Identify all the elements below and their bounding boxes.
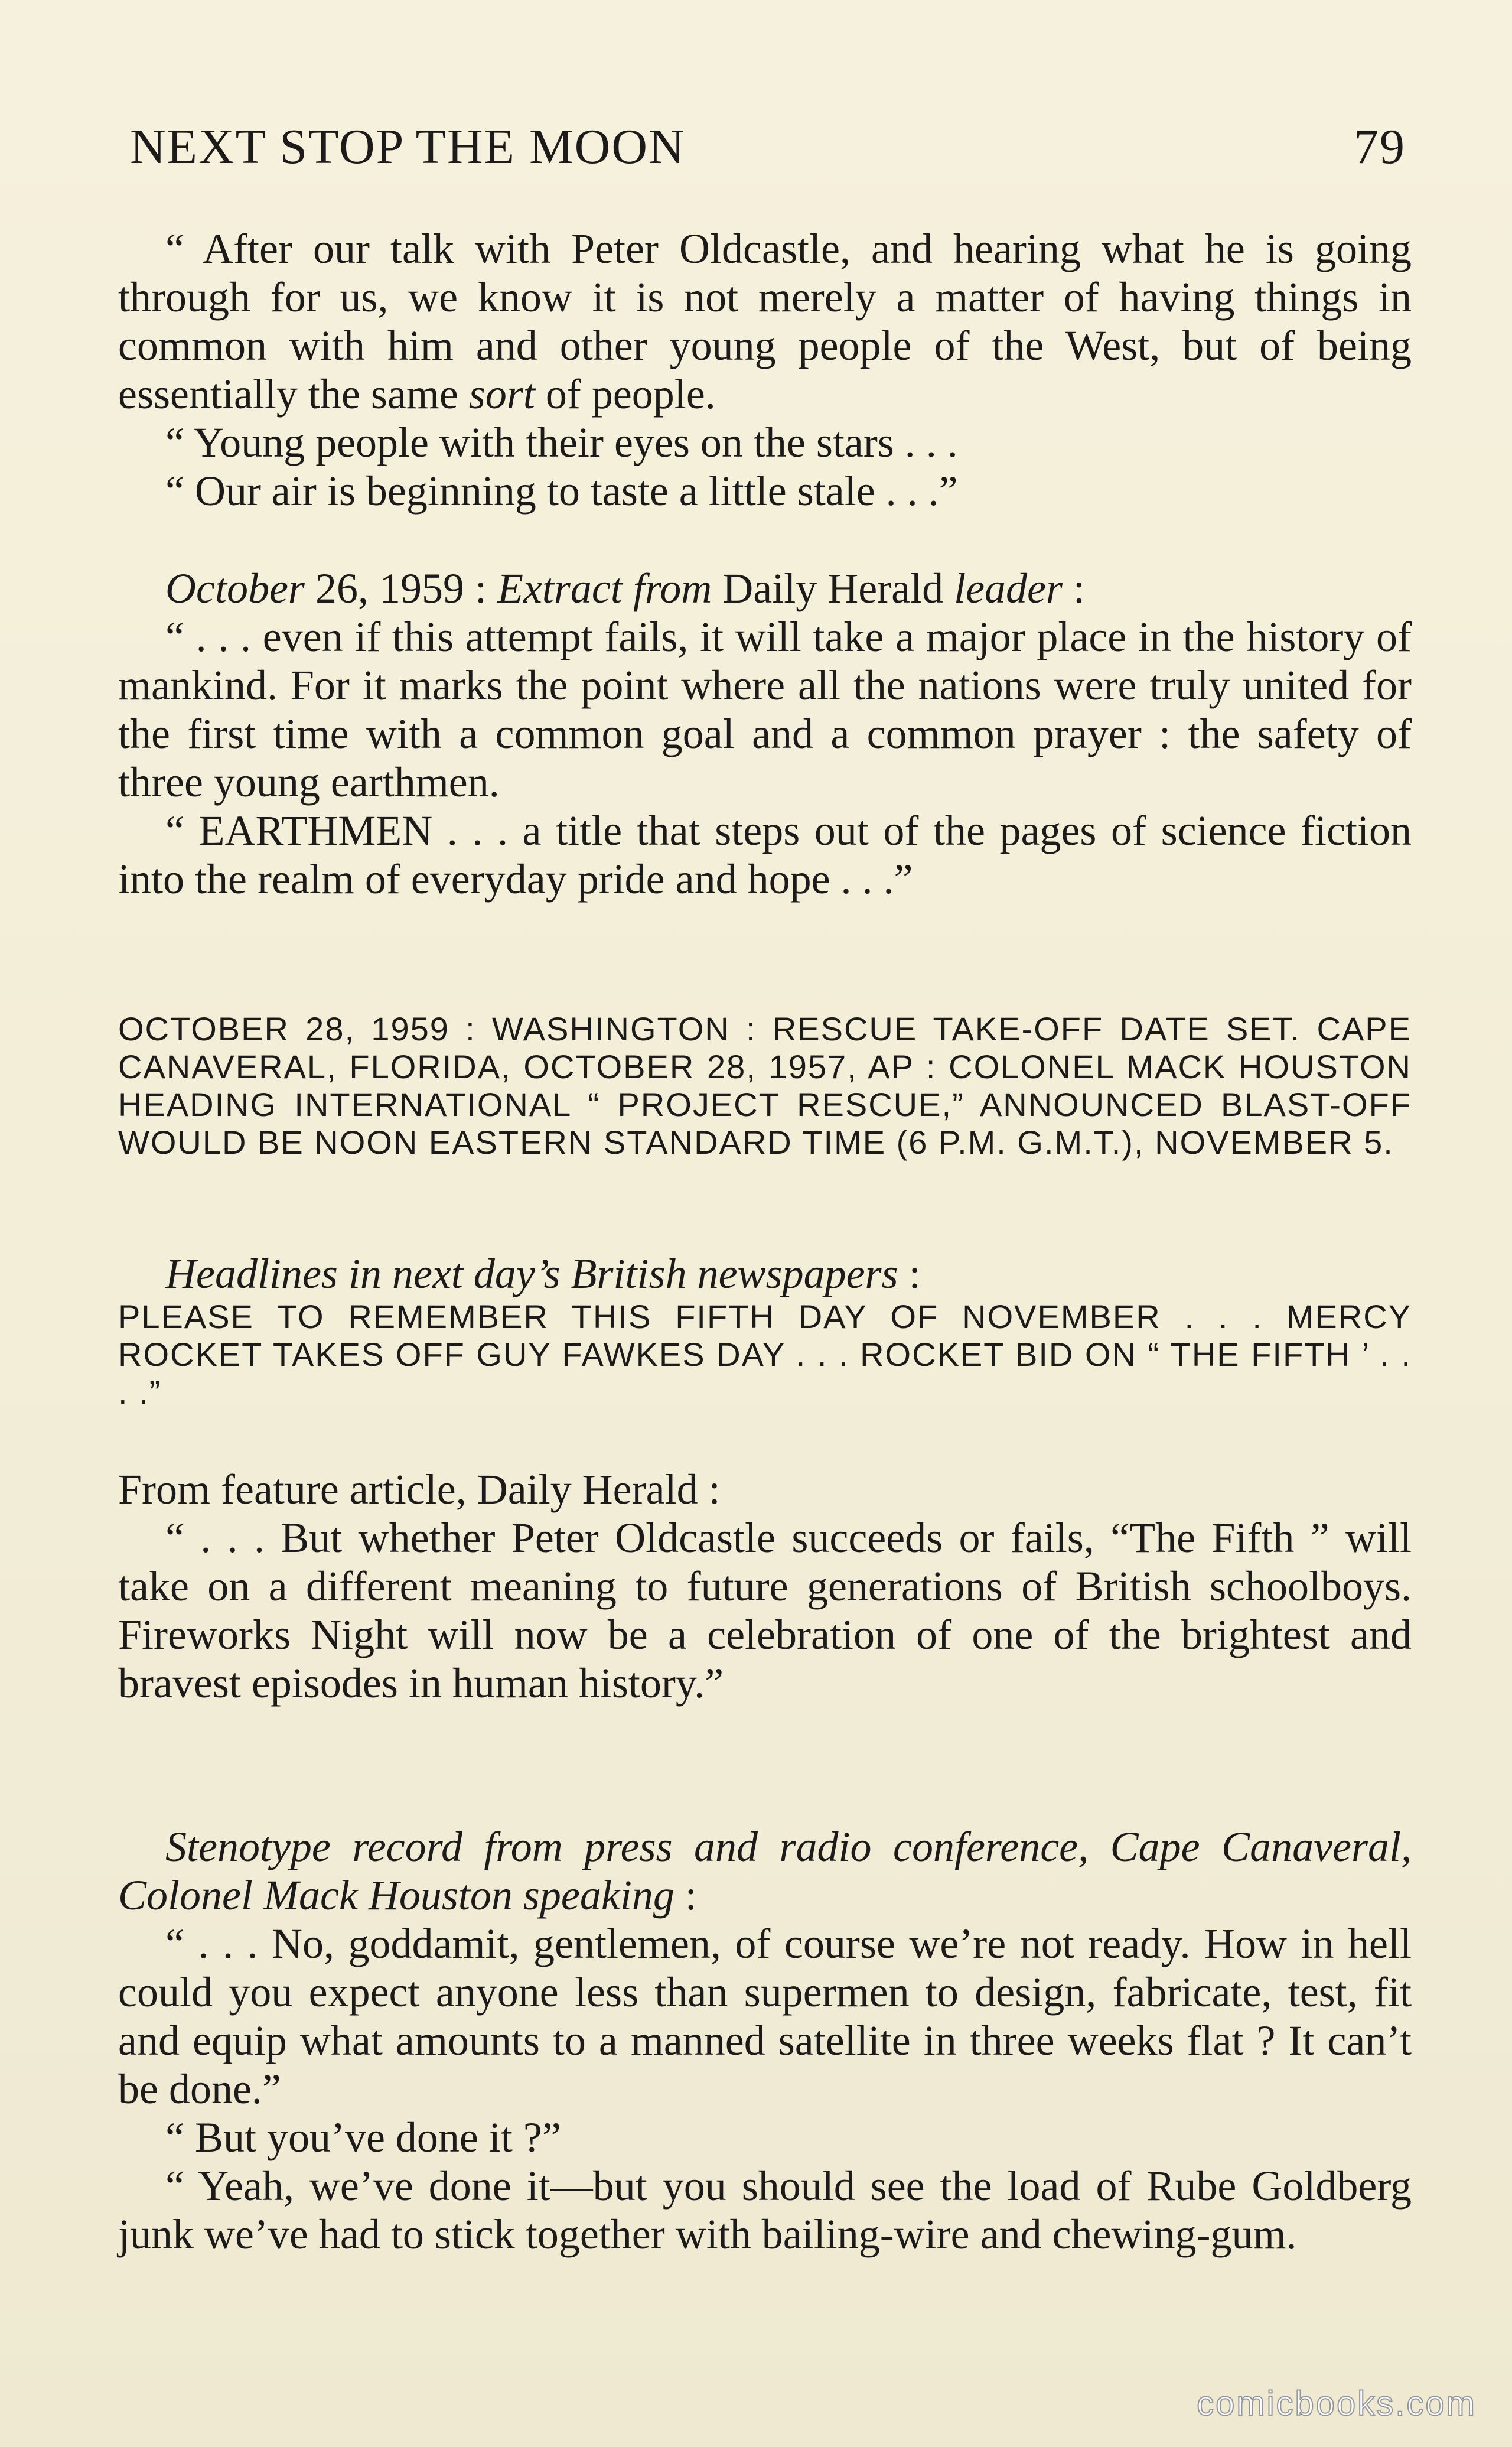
section-headlines — [118, 1249, 1412, 1411]
paragraph: “ EARTHMEN . . . a title that steps out of the pages of science fiction into the realm of everyday pride and hope . . .” — [118, 807, 1412, 903]
paragraph: “ . . . But whether Peter Oldcastle succeeds or fails, “The Fifth ” will take on a different meaning to future generations of British schoolboys. Fireworks Night will now be a celebration of one of the brightest and bravest episodes in human history.” — [118, 1514, 1412, 1707]
section-label: From feature article, Daily Herald : — [118, 1466, 721, 1513]
paragraph: “ Young people with their eyes on the stars . . . — [165, 419, 958, 466]
label-colon: : — [1063, 565, 1086, 612]
paper-name: Daily Herald — [712, 565, 954, 612]
paragraph-text: “ After our talk with Peter Oldcastle, and hearing what he is going through for us, we know it is not merely a matter of having things in common with him and other young people of the West, but of being essentially the same — [118, 225, 1412, 418]
section-letter-quote — [118, 224, 1412, 515]
stenotype-label: Stenotype record from press and radio conference, Cape Canaveral, Colonel Mack Houston speaking — [118, 1823, 1412, 1919]
section-wire-report — [118, 1010, 1412, 1161]
paragraph: “ But you’ve done it ?” — [165, 2114, 561, 2161]
section-label — [118, 1249, 1412, 1298]
wire-text: OCTOBER 28, 1959 : WASHINGTON : RESCUE TAKE-OFF DATE SET. CAPE CANAVERAL, FLORIDA, OCTOBER 28, 1957, AP : COLONEL MACK HOUSTON HEADING INTERNATIONAL “ PROJECT RESCUE,” ANNOUNCED BLAST-OFF WOULD BE NOON EASTERN STANDARD TIME (6 P.M. G.M.T.), NOVEMBER 5. — [118, 1010, 1412, 1161]
section-daily-herald-leader — [118, 564, 1412, 903]
date-word: October — [165, 565, 305, 612]
headlines-label: Headlines in next day’s British newspapers — [165, 1250, 898, 1297]
paragraph: “ Yeah, we’ve done it—but you should see the load of Rube Goldberg junk we’ve had to stick together with bailing-wire and chewing-gum. — [118, 2162, 1412, 2258]
section-label — [118, 564, 1412, 613]
paragraph: “ . . . No, goddamit, gentlemen, of course we’re not ready. How in hell could you expect anyone less than supermen to design, fabricate, test, fit and equip what amounts to a manned satellite in three weeks flat ? It can’t be done.” — [118, 1920, 1412, 2113]
paragraph-text: of people. — [535, 370, 716, 418]
page-number: 79 — [1354, 119, 1406, 174]
section-stenotype-record — [118, 1823, 1412, 2259]
paragraph — [118, 224, 1412, 418]
running-title: NEXT STOP THE MOON — [130, 119, 686, 174]
emphasis-text: sort — [468, 370, 535, 418]
label-colon: : — [674, 1872, 697, 1919]
section-label — [118, 1823, 1412, 1919]
paragraph: “ Our air is beginning to taste a little stale . . .” — [165, 467, 958, 515]
leader-label: leader — [954, 565, 1063, 612]
extract-label: Extract from — [497, 565, 712, 612]
section-feature-article — [118, 1465, 1412, 1707]
headlines-text: PLEASE TO REMEMBER THIS FIFTH DAY OF NOVEMBER . . . MERCY ROCKET TAKES OFF GUY FAWKES DAY . . . ROCKET BID ON “ THE FIFTH ’ . . . .” — [118, 1298, 1412, 1411]
label-colon: : — [898, 1250, 921, 1297]
watermark-text: comicbooks.com — [1197, 2384, 1477, 2423]
paragraph: “ . . . even if this attempt fails, it will take a major place in the history of mankind. For it marks the point where all the nations were truly united for the first time with a common goal and a common prayer : the safety of three young earthmen. — [118, 613, 1412, 806]
running-header — [130, 118, 1406, 175]
date-rest: 26, 1959 : — [304, 565, 497, 612]
